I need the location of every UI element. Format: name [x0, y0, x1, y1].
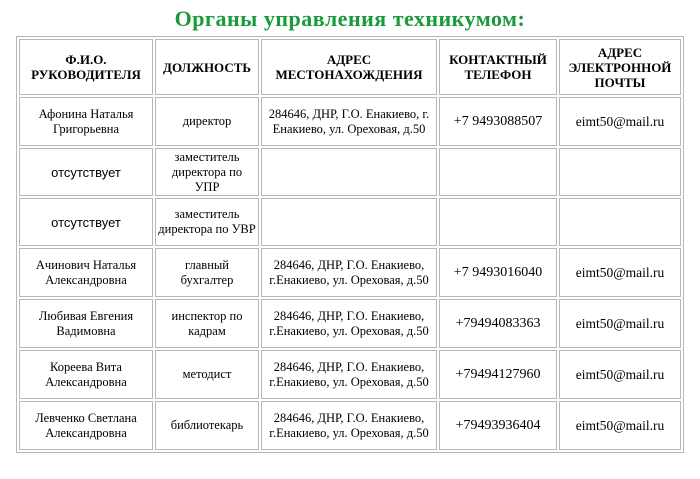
- table-row: [19, 350, 681, 399]
- cell-email: eimt50@mail.ru: [559, 299, 681, 348]
- cell-address: 284646, ДНР, Г.О. Енакиево, г.Енакиево, ул. Ореховая, д.50: [261, 401, 437, 450]
- cell-name: Афонина Наталья Григорьевна: [19, 97, 153, 146]
- header-phone: КОНТАКТНЫЙ ТЕЛЕФОН: [439, 39, 557, 95]
- cell-email: eimt50@mail.ru: [559, 350, 681, 399]
- cell-address: 284646, ДНР, Г.О. Енакиево, г. Енакиево, ул. Ореховая, д.50: [261, 97, 437, 146]
- table-row: [19, 198, 681, 246]
- cell-position: главный бухгалтер: [155, 248, 259, 297]
- cell-name: Ачинович Наталья Александровна: [19, 248, 153, 297]
- cell-email: [559, 148, 681, 196]
- header-name: Ф.И.О. РУКОВОДИТЕЛЯ: [19, 39, 153, 95]
- cell-email: eimt50@mail.ru: [559, 97, 681, 146]
- cell-address: 284646, ДНР, Г.О. Енакиево, г.Енакиево, ул. Ореховая, д.50: [261, 248, 437, 297]
- header-email: АДРЕС ЭЛЕКТРОННОЙ ПОЧТЫ: [559, 39, 681, 95]
- cell-email: eimt50@mail.ru: [559, 248, 681, 297]
- cell-phone: +7 9493016040: [439, 248, 557, 297]
- cell-phone: +79493936404: [439, 401, 557, 450]
- cell-phone: +79494083363: [439, 299, 557, 348]
- table-header-row: [19, 39, 681, 95]
- cell-name: отсутствует: [19, 148, 153, 196]
- cell-address: 284646, ДНР, Г.О. Енакиево, г.Енакиево, ул. Ореховая, д.50: [261, 299, 437, 348]
- table-row: [19, 97, 681, 146]
- cell-position: директор: [155, 97, 259, 146]
- cell-name: Левченко Светлана Александровна: [19, 401, 153, 450]
- cell-email: eimt50@mail.ru: [559, 401, 681, 450]
- table-row: [19, 248, 681, 297]
- cell-name: отсутствует: [19, 198, 153, 246]
- header-address: АДРЕС МЕСТОНАХОЖДЕНИЯ: [261, 39, 437, 95]
- cell-position: методист: [155, 350, 259, 399]
- cell-phone: +79494127960: [439, 350, 557, 399]
- cell-email: [559, 198, 681, 246]
- cell-name: Любивая Евгения Вадимовна: [19, 299, 153, 348]
- cell-address: [261, 198, 437, 246]
- cell-position: библиотекарь: [155, 401, 259, 450]
- management-table: [16, 36, 684, 453]
- cell-phone: +7 9493088507: [439, 97, 557, 146]
- table-row: [19, 148, 681, 196]
- cell-phone: [439, 148, 557, 196]
- cell-name: Кореева Вита Александровна: [19, 350, 153, 399]
- cell-address: 284646, ДНР, Г.О. Енакиево, г.Енакиево, ул. Ореховая, д.50: [261, 350, 437, 399]
- cell-position: инспектор по кадрам: [155, 299, 259, 348]
- table-row: [19, 299, 681, 348]
- cell-position: заместитель директора по УПР: [155, 148, 259, 196]
- header-position: ДОЛЖНОСТЬ: [155, 39, 259, 95]
- page-title: Органы управления техникумом:: [174, 6, 526, 31]
- cell-address: [261, 148, 437, 196]
- table-row: [19, 401, 681, 450]
- cell-position: заместитель директора по УВР: [155, 198, 259, 246]
- cell-phone: [439, 198, 557, 246]
